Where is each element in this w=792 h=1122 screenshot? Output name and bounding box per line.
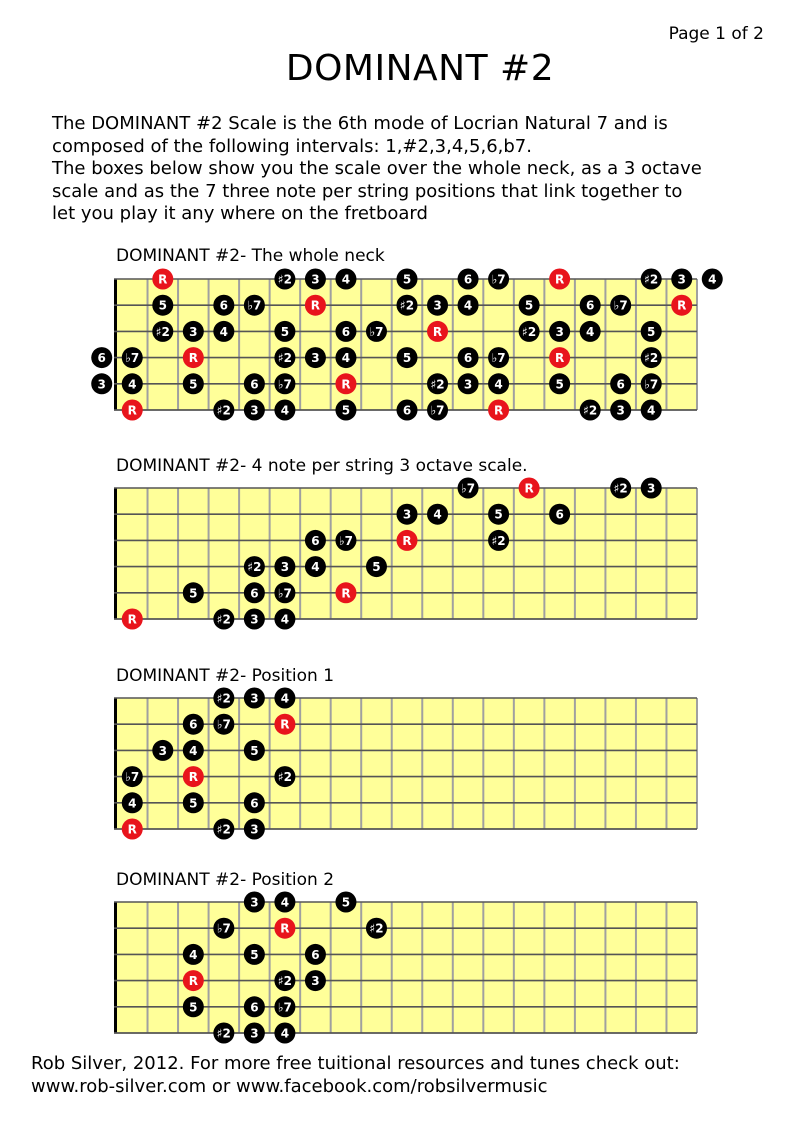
scale-note [244,688,265,709]
diagram-label-position-1: DOMINANT #2- Position 1 [116,666,335,686]
scale-note [274,400,295,421]
scale-note [580,295,601,316]
scale-note [335,892,356,913]
scale-note [213,918,234,939]
scale-note [274,269,295,290]
scale-note [122,347,143,368]
scale-note [580,321,601,342]
note-label: 3 [250,691,259,706]
note-label: ♭7 [338,533,353,548]
scale-note [274,582,295,603]
note-label: 3 [250,895,259,910]
note-label: R [127,403,137,418]
note-label: ♭7 [125,770,140,785]
note-label: ♯2 [399,298,415,313]
note-label: 4 [494,377,503,392]
nut [114,488,117,619]
note-label: R [341,377,351,392]
scale-note [397,504,418,525]
note-label: 5 [250,947,259,962]
note-label: ♭7 [369,324,384,339]
note-label: 6 [189,717,198,732]
note-label: 3 [677,272,686,287]
note-label: ♯2 [644,351,659,366]
note-label: 6 [219,298,229,313]
page-title: DOMINANT #2 [285,48,555,89]
scale-note [244,609,265,630]
diagram-label-three-octave: DOMINANT #2- 4 note per string 3 octave scale. [116,456,528,476]
scale-note [183,996,204,1017]
scale-note [641,478,662,499]
footer-credit: Rob Silver, 2012. For more free tuitional resources and tunes check out: [31,1053,680,1074]
note-label: 6 [311,533,320,548]
scale-note [244,996,265,1017]
scale-note [488,269,509,290]
footer [31,1052,680,1098]
note-label: R [280,921,290,936]
scale-note [183,582,204,603]
scale-note [335,269,356,290]
scale-note [641,400,662,421]
scale-note [641,373,662,394]
note-label: 4 [128,377,137,392]
note-label: ♭7 [216,717,231,732]
scale-note [244,582,265,603]
scale-note [213,295,234,316]
scale-note [397,347,418,368]
note-label: 4 [463,298,473,313]
note-label: ♭7 [216,921,231,936]
scale-note [244,792,265,813]
note-label: 3 [250,612,259,627]
note-label: 4 [189,743,198,758]
diagram-label-whole-neck: DOMINANT #2- The whole neck [116,246,385,266]
scale-note [427,504,448,525]
intro-line: let you play it any where on the fretboard [52,203,428,224]
note-label: 5 [189,586,198,601]
note-label: 6 [311,947,320,962]
fretboard-body [117,902,697,1033]
note-label: 5 [341,895,351,910]
note-label: 6 [463,272,473,287]
scale-note [458,478,479,499]
note-label: 4 [189,947,198,962]
scale-note [274,321,295,342]
note-label: ♯2 [583,403,598,418]
root-note [122,400,143,421]
scale-note [702,269,723,290]
note-label: R [188,974,198,989]
note-label: 5 [647,324,656,339]
note-label: 4 [341,272,351,287]
note-label: 5 [280,324,290,339]
scale-note [244,892,265,913]
note-label: 4 [280,1026,290,1041]
note-label: ♭7 [247,298,262,313]
scale-note [122,373,143,394]
root-note [305,295,326,316]
scale-note [274,892,295,913]
scale-note [152,295,173,316]
scale-note [244,1023,265,1044]
note-label: ♭7 [491,272,506,287]
scale-note [488,347,509,368]
scale-note [213,400,234,421]
scale-note [274,970,295,991]
note-label: 6 [555,507,564,522]
note-label: 4 [647,403,656,418]
root-note [488,400,509,421]
note-label: ♯2 [216,1026,231,1041]
root-note [549,269,570,290]
note-label: 6 [97,351,106,366]
scale-note [641,347,662,368]
note-label: R [432,324,443,339]
scale-note [244,944,265,965]
note-label: 3 [463,377,473,392]
note-label: 5 [341,403,351,418]
note-label: 3 [311,272,320,287]
note-label: 5 [402,272,412,287]
note-label: 3 [250,822,259,837]
note-label: 4 [128,796,137,811]
scale-note [458,373,479,394]
scale-note [305,530,326,551]
fretboard-position-2 [0,891,792,1051]
scale-note [458,269,479,290]
note-label: R [555,272,565,287]
scale-note [274,373,295,394]
scale-note [152,321,173,342]
root-note [183,766,204,787]
scale-note [366,918,387,939]
note-label: ♯2 [613,481,628,496]
note-label: 3 [555,324,564,339]
scale-note [397,269,418,290]
scale-note [183,944,204,965]
note-label: ♯2 [491,533,506,548]
note-label: ♯2 [155,324,170,339]
scale-note [244,400,265,421]
root-note [549,347,570,368]
intro-line: The DOMINANT #2 Scale is the 6th mode of Locrian Natural 7 and is [52,113,668,134]
scale-note [641,269,662,290]
scale-note [213,609,234,630]
note-label: 4 [219,324,229,339]
intro-text [52,113,772,226]
note-label: 6 [585,298,595,313]
fretboard-three-octave [0,477,792,637]
note-label: 5 [494,507,503,522]
scale-note [91,373,112,394]
scale-note [122,792,143,813]
scale-note [274,609,295,630]
intro-line: composed of the following intervals: 1,#2,3,4,5,6,b7. [52,135,532,157]
scale-note [549,504,570,525]
scale-note [244,819,265,840]
note-label: R [524,481,534,496]
scale-note [610,478,631,499]
note-label: 5 [189,796,198,811]
scale-note [458,347,479,368]
scale-note [183,792,204,813]
note-label: R [402,533,412,548]
note-label: 3 [433,298,442,313]
scale-note [671,269,692,290]
scale-note [274,688,295,709]
scale-note [641,321,662,342]
note-label: 6 [463,351,473,366]
nut [114,279,117,410]
note-label: 3 [250,403,259,418]
scale-note [274,996,295,1017]
root-note [397,530,418,551]
scale-note [305,556,326,577]
scale-note [427,373,448,394]
scale-note [213,1023,234,1044]
scale-note [305,347,326,368]
note-label: 5 [402,351,412,366]
note-label: 3 [97,377,106,392]
note-label: R [280,717,290,732]
diagram-label-position-2: DOMINANT #2- Position 2 [116,870,335,890]
scale-note [488,504,509,525]
note-label: 4 [280,895,290,910]
note-label: 4 [280,403,290,418]
scale-note [183,373,204,394]
scale-note [549,321,570,342]
note-label: ♭7 [491,351,506,366]
note-label: R [310,298,321,313]
note-label: 3 [250,1026,259,1041]
scale-note [335,321,356,342]
note-label: 5 [555,377,564,392]
root-note [335,373,356,394]
scale-note [274,556,295,577]
scale-note [183,321,204,342]
note-label: ♯2 [277,974,292,989]
note-label: ♯2 [247,560,262,575]
note-label: ♭7 [277,1000,292,1015]
note-label: 3 [189,324,198,339]
nut [114,698,117,829]
note-label: 4 [311,560,320,575]
note-label: 4 [708,272,717,287]
note-label: R [341,586,351,601]
root-note [183,347,204,368]
note-label: ♯2 [430,377,445,392]
scale-note [488,530,509,551]
note-label: 6 [402,403,412,418]
note-label: ♭7 [613,298,628,313]
scale-note [335,530,356,551]
note-label: ♭7 [277,377,292,392]
scale-note [244,373,265,394]
scale-note [549,373,570,394]
scale-note [335,347,356,368]
scale-note [458,295,479,316]
scale-note [213,688,234,709]
footer-links: www.rob-silver.com or www.facebook.com/robsilvermusic [31,1076,548,1097]
note-label: 4 [341,351,351,366]
scale-note [183,740,204,761]
note-label: 6 [250,586,259,601]
scale-note [397,400,418,421]
note-label: 6 [341,324,351,339]
scale-note [519,321,540,342]
note-label: 3 [311,974,320,989]
scale-note [519,295,540,316]
root-note [152,269,173,290]
scale-note [610,400,631,421]
scale-note [213,714,234,735]
scale-note [122,766,143,787]
scale-note [305,269,326,290]
fretboard-position-1 [0,687,792,847]
note-label: R [158,272,168,287]
scale-note [366,556,387,577]
root-note [183,970,204,991]
note-label: 3 [402,507,412,522]
note-label: 3 [280,560,290,575]
scale-note [397,295,418,316]
scale-note [274,766,295,787]
scale-note [580,400,601,421]
root-note [274,918,295,939]
note-label: ♯2 [277,770,292,785]
note-label: 5 [524,298,534,313]
note-label: R [127,612,137,627]
fretboard-body [117,698,697,829]
intro-line: scale and as the 7 three note per string positions that link together to [52,180,683,202]
note-label: 3 [311,351,320,366]
note-label: 5 [372,560,381,575]
note-label: 5 [158,298,167,313]
note-label: ♯2 [277,351,292,366]
scale-note [152,740,173,761]
scale-note [335,400,356,421]
note-label: ♭7 [125,351,140,366]
note-label: ♯2 [644,272,659,287]
intro-line: The boxes below show you the scale over the whole neck, as a 3 octave [52,158,702,179]
root-note [122,609,143,630]
note-label: 4 [585,324,595,339]
page-number: Page 1 of 2 [668,24,764,44]
scale-note [488,373,509,394]
scale-note [213,321,234,342]
root-note [519,478,540,499]
note-label: ♯2 [216,822,231,837]
note-label: R [677,298,687,313]
note-label: 4 [433,507,442,522]
note-label: 3 [158,743,167,758]
scale-note [427,295,448,316]
scale-note [366,321,387,342]
note-label: ♯2 [522,324,537,339]
scale-note [610,373,631,394]
root-note [335,582,356,603]
note-label: R [188,351,198,366]
note-label: ♯2 [216,612,231,627]
note-label: R [188,770,198,785]
note-label: R [555,351,565,366]
scale-note [91,347,112,368]
scale-note [183,714,204,735]
note-label: ♯2 [216,691,231,706]
note-label: ♯2 [216,403,231,418]
note-label: ♭7 [277,586,292,601]
note-label: 5 [189,377,198,392]
note-label: ♭7 [461,481,476,496]
note-label: 4 [280,691,290,706]
note-label: 4 [280,612,290,627]
scale-note [610,295,631,316]
scale-note [305,944,326,965]
scale-note [427,400,448,421]
scale-note [244,295,265,316]
note-label: R [493,403,504,418]
scale-note [213,819,234,840]
scale-note [244,556,265,577]
note-label: 6 [250,377,259,392]
note-label: ♭7 [430,403,445,418]
root-note [122,819,143,840]
root-note [671,295,692,316]
scale-note [305,970,326,991]
note-label: ♯2 [277,272,292,287]
scale-note [274,347,295,368]
scale-note [244,740,265,761]
note-label: 3 [647,481,656,496]
note-label: 6 [616,377,625,392]
root-note [427,321,448,342]
note-label: 5 [189,1000,198,1015]
nut [114,902,117,1033]
note-label: ♯2 [369,921,384,936]
note-label: 6 [250,796,259,811]
scale-note [274,1023,295,1044]
fretboard-whole-neck [0,268,792,428]
note-label: ♭7 [644,377,659,392]
note-label: 3 [616,403,625,418]
note-label: R [127,822,137,837]
note-label: 5 [250,743,259,758]
note-label: 6 [250,1000,259,1015]
root-note [274,714,295,735]
